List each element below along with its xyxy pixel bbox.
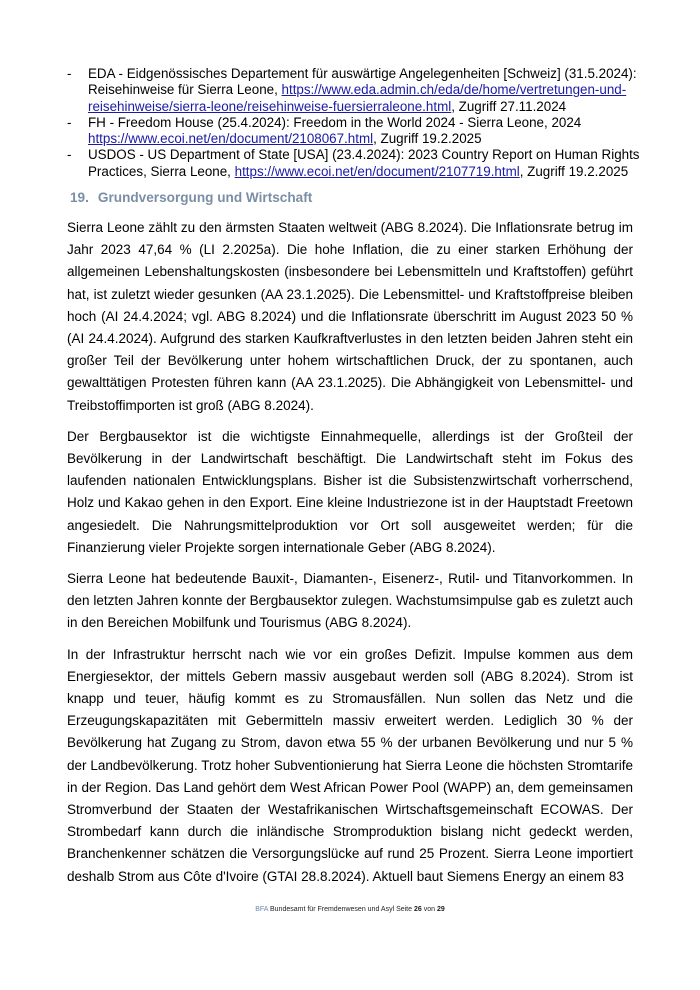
section-heading: 19. Grundversorgung und Wirtschaft: [70, 190, 313, 205]
page-footer: BFA Bundesamt für Fremdenwesen und Asyl Seite 26 von 29: [255, 906, 445, 913]
paragraph: Der Bergbausektor ist die wichtigste Einnahmequelle, allerdings ist der Großteil der Bevölkerung in der Landwirtschaft beschäftigt. Die Landwirtschaft steht im Fokus des laufenden nationalen Entwicklungsplans. Bisher ist die Subsistenzwirtschaft vorherrschend, Holz und Kakao gehen in den Export. Eine kleine Industriezone ist in der Hauptstadt Freetown angesiedelt. Die Nahrungsmittelproduktion vor Ort soll ausgeweitet werden; für die Finanzierung vieler Projekte sorgen internationale Geber (ABG 8.2024).: [67, 428, 633, 555]
page-total: 29: [436, 906, 445, 913]
paragraph: In der Infrastruktur herrscht nach wie vor ein großes Defizit. Impulse kommen aus dem Energiesektor, der mittels Gebern massiv ausgebaut werden soll (ABG 8.2024). Strom ist knapp und teuer, häufig kommt es zu Stromausfällen. Nun sollen das Netz und die Erzeugungskapazitäten mit Gebermitteln massiv erweitert werden. Lediglich 30 % der Bevölkerung hat Zugang zu Strom, davon etwa 55 % der urbanen Bevölkerung und nur 5 % der Landbevölkerung. Trotz hoher Subventionierung hat Sierra Leone die höchsten Stromtarife in der Region. Das Land gehört dem West African Power Pool (WAPP) an, dem gemeinsamen Stromverbund der Staaten der Westafrikanischen Wirtschaftsgemeinschaft ECOWAS. Der Strombedarf kann durch die inländische Stromproduktion bislang nicht gedeckt werden, Branchenkenner schätzen die Versorgungslücke auf rund 25 Prozent. Sierra Leone importiert deshalb Strom aus Côte d'Ivoire (GTAI 28.8.2024). Aktuell baut Siemens Energy an einem 83: [67, 646, 633, 884]
reference-item: - EDA - Eidgenössisches Departement für auswärtige Angelegenheiten [Schweiz] (31.5.2024): Reisehinweise für Sierra Leone, https://www.eda.admin.ch/eda/de/home/vertretungen-und-reisehinweise/sierra-leone/reisehinweise-fuersierraleone.html, Zugriff 27.11.2024: [67, 66, 637, 114]
bfa-logo: BFA: [255, 906, 269, 913]
reference-link[interactable]: https://www.ecoi.net/en/document/2108067.html: [88, 131, 374, 147]
page-number: 26: [413, 906, 422, 913]
reference-link[interactable]: https://www.ecoi.net/en/document/2107719.html: [234, 163, 520, 179]
reference-link[interactable]: https://www.eda.admin.ch/eda/de/home/vertretungen-und-reisehinweise/sierra-leone/reisehinweise-fuersierraleone.html: [88, 82, 627, 114]
reference-list: [67, 66, 647, 180]
paragraph: Sierra Leone hat bedeutende Bauxit-, Diamanten-, Eisenerz-, Rutil- und Titanvorkommen. In den letzten Jahren konnte der Bergbausektor zulegen. Wachstumsimpulse gab es zuletzt auch in den Bereichen Mobilfunk und Tourismus (ABG 8.2024).: [67, 571, 633, 631]
paragraph: Sierra Leone zählt zu den ärmsten Staaten weltweit (ABG 8.2024). Die Inflationsrate betrug im Jahr 2023 47,64 % (LI 2.2025a). Die hohe Inflation, die zu einer starken Erhöhung der allgemeinen Lebenshaltungskosten (insbesondere bei Lebensmitteln und Kraftstoffen) geführt hat, ist zuletzt wieder gesunken (AA 23.1.2025). Die Lebensmittel- und Kraftstoffpreise bleiben hoch (AI 24.4.2024; vgl. ABG 8.2024) und die Inflationsrate überschritt im August 2023 50 % (AI 24.4.2024). Aufgrund des starken Kaufkraftverlustes in den letzten beiden Jahren steht ein großer Teil der Bevölkerung unter hohem wirtschaftlichen Druck, der zu spontanen, auch gewalttätigen Protesten führen kann (AA 23.1.2025). Die Abhängigkeit von Lebensmittel- und Treibstoffimporten ist groß (ABG 8.2024).: [67, 220, 633, 413]
reference-item: - FH - Freedom House (25.4.2024): Freedom in the World 2024 - Sierra Leone, 2024 https://www.ecoi.net/en/document/2108067.html, Zugriff 19.2.2025: [67, 114, 582, 147]
reference-item: - USDOS - US Department of State [USA] (23.4.2024): 2023 Country Report on Human Rights Practices, Sierra Leone, https://www.ecoi.net/en/document/2107719.html, Zugriff 19.2.2025: [67, 147, 640, 179]
section-body: [67, 217, 633, 897]
